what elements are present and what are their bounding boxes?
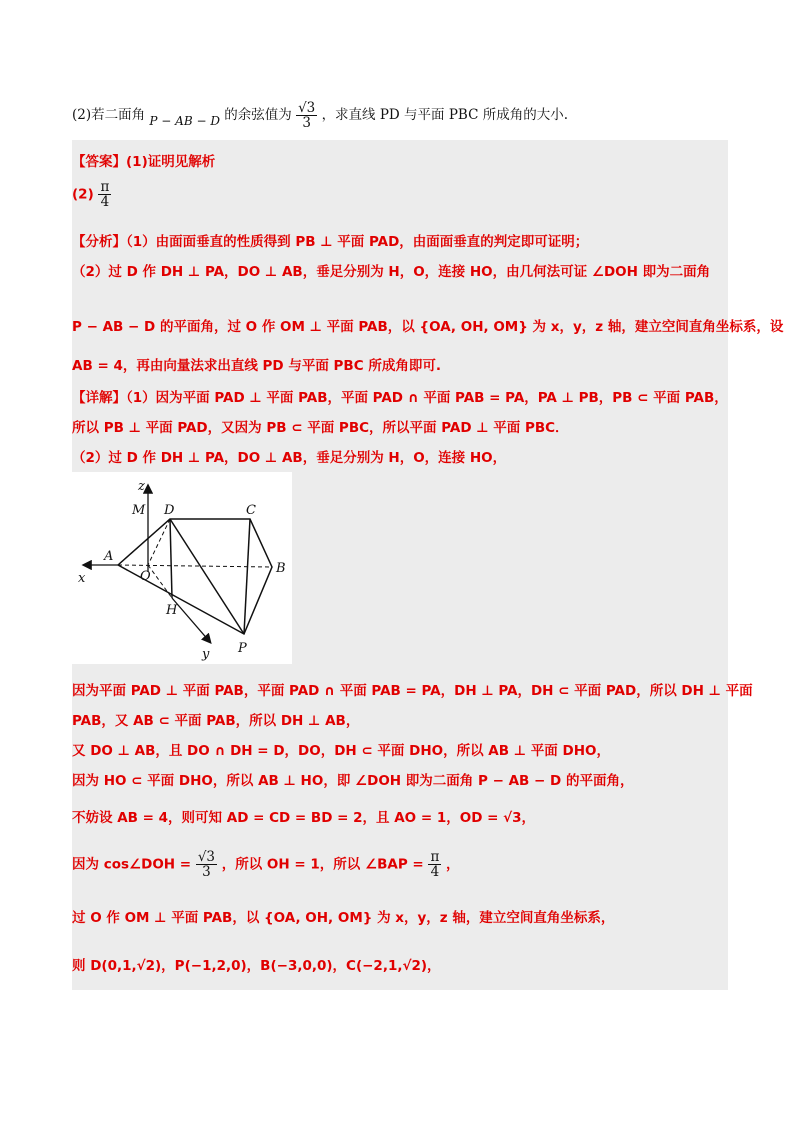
- answer-part2-label: (2): [72, 186, 94, 203]
- edge-DO: [148, 519, 170, 565]
- proof-line-6c: ，: [446, 856, 460, 873]
- proof-line-5: 不妨设 AB = 4，则可知 AD = CD = BD = 2，且 AO = 1，OD = √3，: [72, 810, 536, 826]
- analysis-line-4: AB = 4，再由向量法求出直线 PD 与平面 PBC 所成角即可.: [72, 358, 441, 374]
- pyramid-diagram: [72, 472, 292, 664]
- cos-numerator: √3: [298, 100, 316, 116]
- label-D: D: [164, 503, 175, 518]
- edge-DH: [170, 519, 172, 598]
- cos-doh-num: √3: [197, 849, 216, 865]
- edge-AB: [118, 565, 272, 567]
- cos-doh-den: 3: [202, 864, 211, 880]
- cos-denominator: 3: [302, 115, 311, 131]
- proof-line-8: 则 D(0,1,√2)，P(−1,2,0)，B(−3,0,0)，C(−2,1,√2)，: [72, 958, 441, 974]
- answer-part2-den: 4: [100, 194, 110, 210]
- question-mid: 的余弦值为: [224, 107, 292, 123]
- proof-line-4: 因为 HO ⊂ 平面 DHO，所以 AB ⊥ HO，即 ∠DOH 即为二面角 P − AB − D 的平面角，: [72, 773, 634, 789]
- proof-line-6a: 因为 cos∠DOH =: [72, 856, 192, 873]
- answer-part2: [72, 180, 111, 209]
- angle-bap-fraction: [428, 850, 441, 879]
- analysis-line-3: P − AB − D 的平面角，过 O 作 OM ⊥ 平面 PAB，以 {OA, OH, OM} 为 x，y，z 轴，建立空间直角坐标系，设: [72, 319, 784, 335]
- label-H: H: [166, 603, 178, 618]
- edge-CP: [244, 519, 250, 634]
- answer-part2-num: π: [100, 179, 110, 195]
- analysis-line-2: （2）过 D 作 DH ⊥ PA，DO ⊥ AB，垂足分别为 H，O，连接 HO，由几何法可证 ∠DOH 即为二面角: [72, 264, 711, 280]
- label-P: P: [238, 641, 247, 656]
- proof-line-1: 因为平面 PAD ⊥ 平面 PAB，平面 PAD ∩ 平面 PAB = PA，DH ⊥ PA，DH ⊂ 平面 PAD，所以 DH ⊥ 平面: [72, 683, 753, 699]
- label-B: B: [276, 561, 286, 576]
- proof-line-6b: ，所以 OH = 1，所以 ∠BAP =: [221, 856, 424, 873]
- cos-fraction: [296, 101, 317, 130]
- angle-bap-num: π: [430, 849, 440, 865]
- label-M: M: [132, 503, 146, 518]
- label-y: y: [202, 647, 210, 662]
- answer-part2-fraction: [98, 180, 111, 209]
- question-line: [72, 100, 732, 136]
- analysis-line-1: 【分析】（1）由面面垂直的性质得到 PB ⊥ 平面 PAD，由面面垂直的判定即可证明；: [72, 234, 589, 250]
- proof-line-3: 又 DO ⊥ AB，且 DO ∩ DH = D，DO，DH ⊂ 平面 DHO，所以 AB ⊥ 平面 DHO，: [72, 743, 610, 759]
- detail-line-3: （2）过 D 作 DH ⊥ PA，DO ⊥ AB，垂足分别为 H，O，连接 HO，: [72, 450, 507, 466]
- dihedral-angle: P − AB − D: [149, 114, 220, 128]
- proof-line-6: [72, 850, 460, 879]
- edge-DP: [170, 519, 244, 634]
- label-x: x: [78, 571, 86, 586]
- answer-label: 【答案】(1)证明见解析: [72, 154, 216, 170]
- label-O: O: [140, 569, 151, 584]
- cos-doh-fraction: [196, 850, 217, 879]
- label-A: A: [104, 549, 114, 564]
- label-C: C: [246, 503, 256, 518]
- question-suffix: ，求直线 PD 与平面 PBC 所成角的大小.: [321, 107, 569, 123]
- proof-line-2: PAB，又 AB ⊂ 平面 PAB，所以 DH ⊥ AB，: [72, 713, 360, 729]
- proof-line-7: 过 O 作 OM ⊥ 平面 PAB，以 {OA, OH, OM} 为 x，y，z 轴，建立空间直角坐标系，: [72, 910, 615, 926]
- angle-bap-den: 4: [430, 864, 440, 880]
- question-prefix: (2)若二面角: [72, 107, 146, 123]
- geometry-figure: [72, 472, 292, 664]
- detail-line-1: 【详解】（1）因为平面 PAD ⊥ 平面 PAB，平面 PAD ∩ 平面 PAB = PA，PA ⊥ PB，PB ⊂ 平面 PAB，: [72, 390, 728, 406]
- label-z: z: [138, 479, 145, 494]
- detail-line-2: 所以 PB ⊥ 平面 PAD，又因为 PB ⊂ 平面 PBC，所以平面 PAD ⊥ 平面 PBC．: [72, 420, 569, 436]
